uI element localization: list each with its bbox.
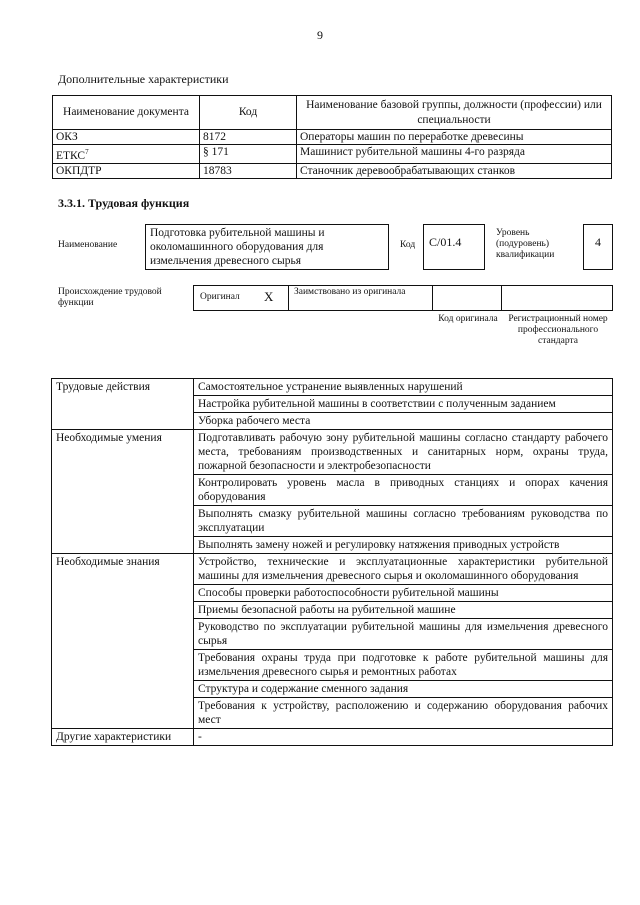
section-label: Другие характеристики [52,729,194,746]
section-item: Устройство, технические и эксплуатационные характеристики рубительной машины для измельчения древесного сырья и околомашинного оборудования [194,554,613,585]
row-code: 8172 [200,130,297,145]
table-row [52,379,613,396]
code-original-label: Код оригинала [438,314,498,324]
page-number: 9 [317,28,323,42]
footnote-ref: 7 [85,148,89,156]
section-item: Требования охраны труда при подготовке к работе рубительной машины для измельчения древесного сырья и ремонтных работах [194,650,613,681]
section-item: Выполнять замену ножей и регулировку натяжения приводных устройств [194,537,613,554]
section-item: Способы проверки работоспособности рубительной машины [194,585,613,602]
row-code: § 171 [200,145,297,164]
level-label: Уровень (подуровень) квалификации [496,228,555,260]
row-code: 18783 [200,163,297,178]
section-item: Подготавливать рабочую зону рубительной машины согласно стандарту рабочего места, требованиям производственных и санитарных норм, охраны труда, пожарной безопасности и электробезопасности [194,430,613,475]
header-code: Код [200,96,297,130]
function-name-value: Подготовка рубительной машины и околомашинного оборудования для измельчения древесного сырья [145,224,389,270]
section-item: Требования к устройству, расположению и содержанию оборудования рабочих мест [194,698,613,729]
original-mark: X [264,289,274,304]
origin-box [193,285,613,311]
header-group-name: Наименование базовой группы, должности (профессии) или специальности [297,96,612,130]
table-row [53,163,612,178]
divider [501,286,502,310]
additional-characteristics-table [52,95,612,179]
section-item: Настройка рубительной машины в соответствии с полученным заданием [194,396,613,413]
section-label: Трудовые действия [52,379,194,430]
row-name: Машинист рубительной машины 4-го разряда [297,145,612,164]
table-row [52,554,613,585]
name-label: Наименование [58,240,118,250]
section-item: Выполнять смазку рубительной машины согласно требованиям руководства по эксплуатации [194,506,613,537]
row-doc [53,145,200,164]
section-item: Контролировать уровень масла в приводных станциях и опорах качения оборудования [194,475,613,506]
section-label: Необходимые умения [52,430,194,554]
section-item: Структура и содержание сменного задания [194,681,613,698]
section-label: Необходимые знания [52,554,194,729]
reg-number-label: Регистрационный номер профессионального стандарта [508,314,608,346]
row-doc: ОКПДТР [53,163,200,178]
table-row [52,729,613,746]
row-name: Станочник деревообрабатывающих станков [297,163,612,178]
code-label: Код [400,240,416,250]
section-item: Самостоятельное устранение выявленных нарушений [194,379,613,396]
section-item: - [194,729,613,746]
origin-label: Происхождение трудовой функции [58,287,162,308]
section-item: Уборка рабочего места [194,413,613,430]
divider [432,286,433,310]
additional-characteristics-title: Дополнительные характеристики [58,72,229,86]
section-item: Руководство по эксплуатации рубительной машины для измельчения древесного сырья [194,619,613,650]
row-name: Операторы машин по переработке древесины [297,130,612,145]
original-label: Оригинал [200,292,240,302]
row-doc: ОКЗ [53,130,200,145]
table-row [52,430,613,475]
row-doc-text: ЕТКС [56,149,86,162]
level-value: 4 [583,224,613,270]
section-title: 3.3.1. Трудовая функция [58,196,190,210]
borrowed-label: Заимствовано из оригинала [294,287,406,297]
header-document: Наименование документа [53,96,200,130]
section-item: Приемы безопасной работы на рубительной машине [194,602,613,619]
divider [288,286,289,310]
table-header-row [53,96,612,130]
function-details-table [51,378,613,746]
table-row [53,145,612,164]
table-row [53,130,612,145]
function-code-value: C/01.4 [423,224,485,270]
